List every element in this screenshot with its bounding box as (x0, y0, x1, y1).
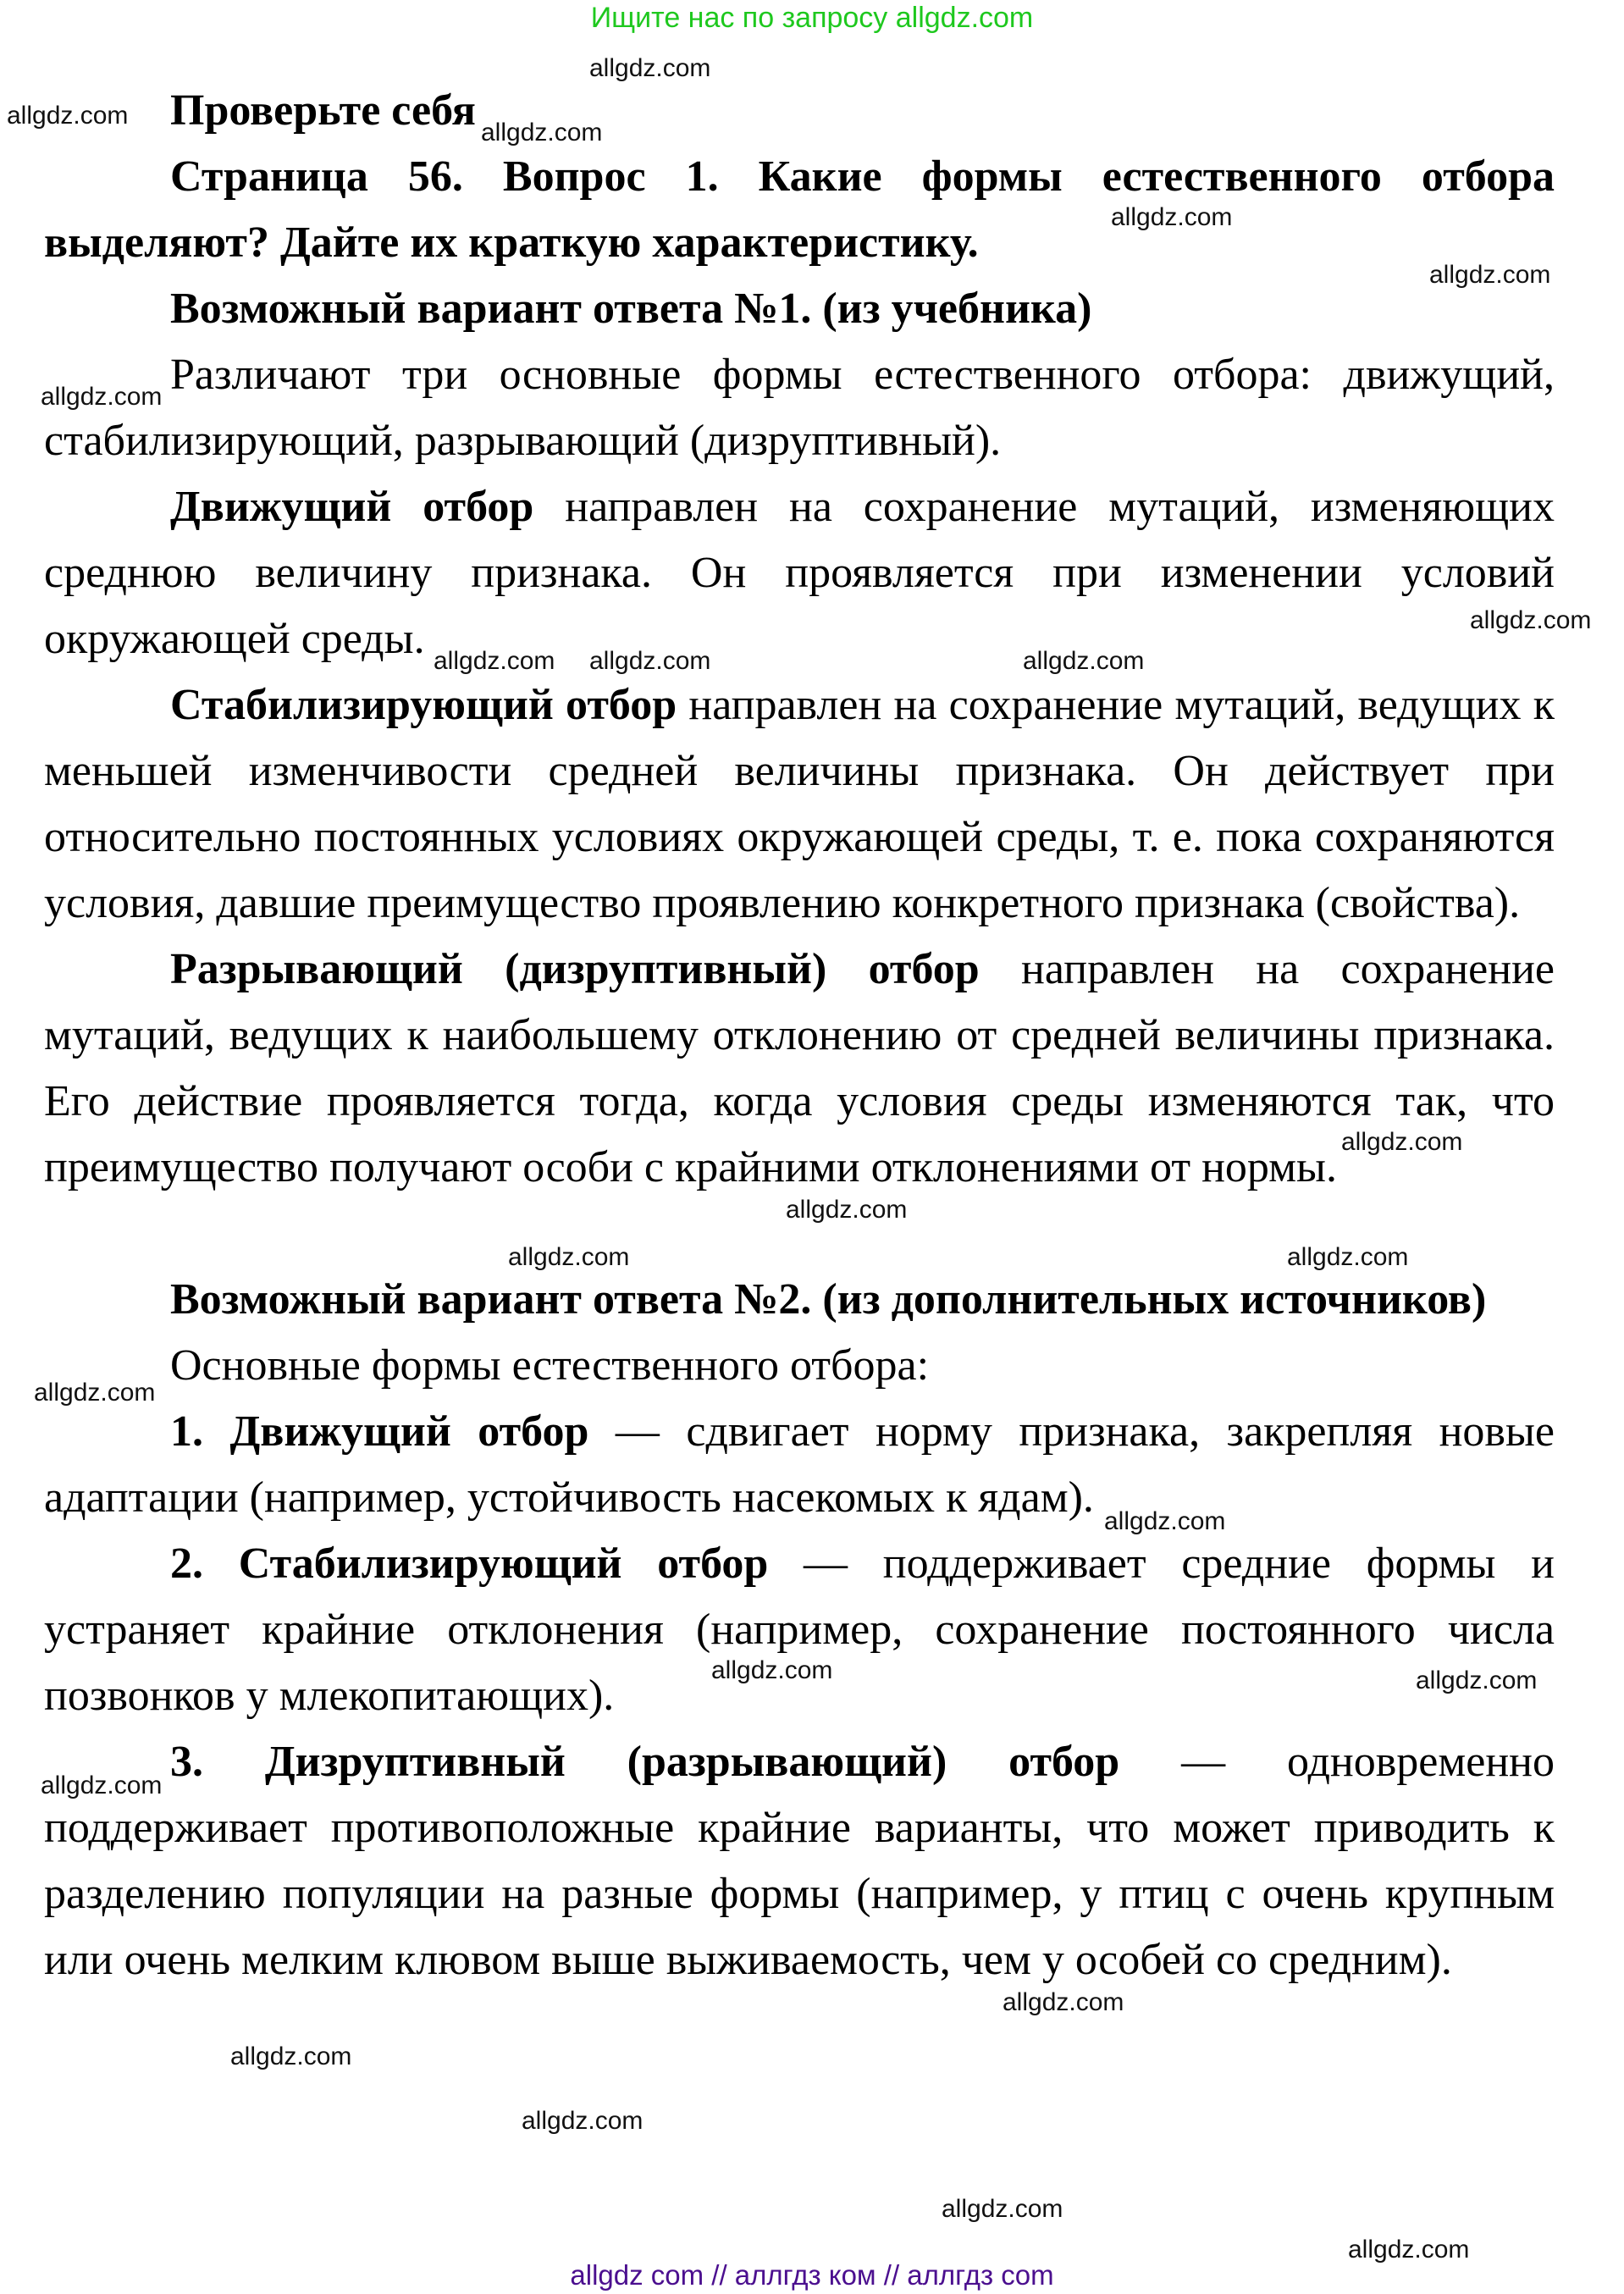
term: Разрывающий (дизруптивный) отбор (170, 945, 980, 993)
term: Стабилизирующий отбор (170, 681, 677, 729)
document-body (44, 78, 1555, 1993)
watermark: allgdz.com (589, 54, 711, 82)
answer1-paragraph (44, 937, 1555, 1201)
top-banner-link[interactable]: Ищите нас по запросу allgdz.com (590, 2, 1034, 34)
answer2-heading: Возможный вариант ответа №2. (из дополнительных источников) (170, 1275, 1487, 1324)
watermark: allgdz.com (1111, 203, 1233, 231)
answer1-heading: Возможный вариант ответа №1. (из учебника) (170, 285, 1092, 333)
watermark: allgdz.com (711, 1656, 833, 1684)
watermark: allgdz.com (1470, 606, 1592, 634)
watermark: allgdz.com (34, 1379, 156, 1407)
term: Движущий отбор (170, 483, 534, 531)
watermark: allgdz.com (41, 383, 163, 411)
watermark: allgdz.com (1416, 1667, 1538, 1694)
answer1-intro: Различают три основные формы естественного отбора: движущий, стабилизирующий, разрывающий (дизруптивный). (44, 351, 1555, 465)
watermark: allgdz.com (1104, 1507, 1226, 1535)
definition: — одновременно поддерживает противоположные крайние варианты, что может приводить к разделению популяции на разные формы (например, у птиц с очень крупным или очень мелким клювом выше выживаемость, чем у особей со средним). (44, 1738, 1555, 1984)
watermark: allgdz.com (589, 647, 711, 675)
watermark: allgdz.com (230, 2042, 352, 2070)
watermark: allgdz.com (522, 2107, 644, 2135)
answer2-intro: Основные формы естественного отбора: (170, 1341, 930, 1390)
watermark: allgdz.com (1023, 647, 1145, 675)
watermark: allgdz.com (481, 119, 603, 146)
watermark: allgdz.com (1429, 261, 1551, 289)
definition: — поддерживает средние формы и устраняет крайние отклонения (например, сохранение постоянного числа позвонков у млекопитающих). (44, 1539, 1555, 1720)
watermark: allgdz.com (942, 2195, 1063, 2223)
section-title: Проверьте себя (170, 86, 476, 135)
question-text: Страница 56. Вопрос 1. Какие формы естественного отбора выделяют? Дайте их краткую характеристику. (44, 152, 1555, 267)
watermark: allgdz.com (1287, 1243, 1409, 1271)
definition: — сдвигает норму признака, закрепляя новые адаптации (например, устойчивость насекомых к ядам). (44, 1407, 1555, 1522)
bottom-banner (0, 2259, 1624, 2291)
answer2-item (44, 1531, 1555, 1729)
definition: направлен на сохранение мутаций, изменяющих среднюю величину признака. Он проявляется при изменении условий окружающей среды. (44, 483, 1555, 663)
watermark: allgdz.com (1003, 1988, 1124, 2016)
answer2-item (44, 1399, 1555, 1531)
watermark: allgdz.com (41, 1772, 163, 1799)
watermark: allgdz.com (1348, 2236, 1470, 2264)
answer2-item (44, 1729, 1555, 1993)
watermark: allgdz.com (7, 102, 129, 130)
watermark: allgdz.com (508, 1243, 630, 1271)
term: 2. Стабилизирующий отбор (170, 1539, 769, 1588)
answer1-paragraph (44, 672, 1555, 937)
answer1-paragraph (44, 474, 1555, 672)
term: 1. Движущий отбор (170, 1407, 589, 1456)
definition: направлен на сохранение мутаций, ведущих к наибольшему отклонению от средней величины признака. Его действие проявляется тогда, когда условия среды изменяются так, что преимущество получают особи с крайними отклонениями от нормы. (44, 945, 1555, 1191)
watermark: allgdz.com (786, 1196, 908, 1224)
bottom-banner-link[interactable]: allgdz com // аллгдз ком // аллгдз com (570, 2259, 1054, 2291)
definition: направлен на сохранение мутаций, ведущих к меньшей изменчивости средней величины признака. Он действует при относительно постоянных условиях окружающей среды, т. е. пока сохраняются условия, давшие преимущество проявлению конкретного признака (свойства). (44, 681, 1555, 927)
watermark: allgdz.com (1341, 1128, 1463, 1156)
top-banner (0, 2, 1624, 35)
term: 3. Дизруптивный (разрывающий) отбор (170, 1738, 1120, 1786)
watermark: allgdz.com (434, 647, 555, 675)
